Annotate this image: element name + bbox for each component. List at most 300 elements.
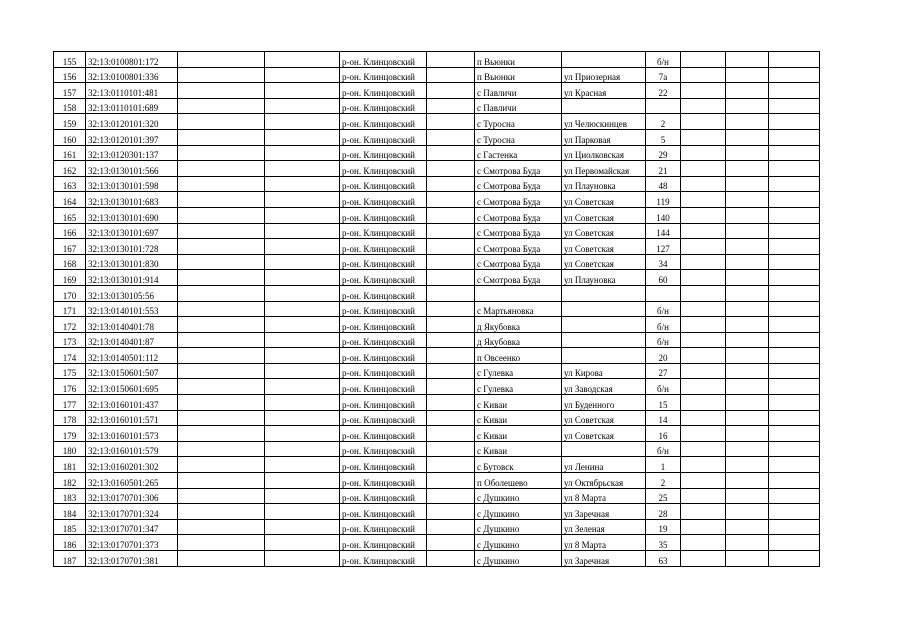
settlement-cell: с Смотрова Буда <box>475 239 562 255</box>
table-row <box>54 379 820 395</box>
house-cell <box>646 285 681 301</box>
table-row <box>54 239 820 255</box>
table-row <box>54 223 820 239</box>
empty-cell <box>769 254 820 270</box>
settlement-cell: с Душкино <box>475 519 562 535</box>
empty-cell <box>681 254 726 270</box>
row-number: 162 <box>54 161 86 177</box>
empty-cell <box>427 114 475 130</box>
empty-cell <box>265 285 340 301</box>
district-cell: р-он. Клинцовский <box>340 473 427 489</box>
table-row <box>54 129 820 145</box>
empty-cell <box>769 98 820 114</box>
empty-cell <box>427 317 475 333</box>
empty-cell <box>769 52 820 68</box>
empty-cell <box>681 270 726 286</box>
settlement-cell: с Киваи <box>475 441 562 457</box>
empty-cell <box>681 348 726 364</box>
street-cell: ул Плауновка <box>562 270 646 286</box>
empty-cell <box>681 488 726 504</box>
empty-cell <box>265 83 340 99</box>
empty-cell <box>178 504 265 520</box>
row-number: 183 <box>54 488 86 504</box>
empty-cell <box>427 410 475 426</box>
row-number: 165 <box>54 207 86 223</box>
empty-cell <box>427 207 475 223</box>
cadastral-number: 32:13:0130101:598 <box>86 176 178 192</box>
cadastral-number: 32:13:0130101:683 <box>86 192 178 208</box>
settlement-cell: с Душкино <box>475 535 562 551</box>
empty-cell <box>178 519 265 535</box>
cadastral-number: 32:13:0170701:306 <box>86 488 178 504</box>
empty-cell <box>427 176 475 192</box>
row-number: 168 <box>54 254 86 270</box>
empty-cell <box>769 301 820 317</box>
empty-cell <box>681 379 726 395</box>
empty-cell <box>265 67 340 83</box>
street-cell: ул Кирова <box>562 363 646 379</box>
settlement-cell: с Смотрова Буда <box>475 270 562 286</box>
row-number: 161 <box>54 145 86 161</box>
district-cell: р-он. Клинцовский <box>340 239 427 255</box>
settlement-cell: с Павличи <box>475 98 562 114</box>
empty-cell <box>178 129 265 145</box>
empty-cell <box>265 114 340 130</box>
empty-cell <box>681 192 726 208</box>
cadastral-number: 32:13:0160101:571 <box>86 410 178 426</box>
district-cell: р-он. Клинцовский <box>340 363 427 379</box>
empty-cell <box>265 348 340 364</box>
empty-cell <box>726 504 769 520</box>
empty-cell <box>681 441 726 457</box>
cadastral-number: 32:13:0140501:112 <box>86 348 178 364</box>
empty-cell <box>681 473 726 489</box>
row-number: 163 <box>54 176 86 192</box>
empty-cell <box>427 426 475 442</box>
cadastral-number: 32:13:0170701:381 <box>86 551 178 567</box>
street-cell <box>562 98 646 114</box>
house-cell: б/н <box>646 301 681 317</box>
empty-cell <box>681 457 726 473</box>
empty-cell <box>178 114 265 130</box>
street-cell <box>562 332 646 348</box>
table-row <box>54 254 820 270</box>
district-cell: р-он. Клинцовский <box>340 161 427 177</box>
empty-cell <box>265 52 340 68</box>
empty-cell <box>265 332 340 348</box>
empty-cell <box>427 519 475 535</box>
house-cell: 140 <box>646 207 681 223</box>
street-cell: ул Советская <box>562 192 646 208</box>
empty-cell <box>681 145 726 161</box>
empty-cell <box>427 161 475 177</box>
cadastral-number: 32:13:0140101:553 <box>86 301 178 317</box>
empty-cell <box>769 488 820 504</box>
district-cell: р-он. Клинцовский <box>340 426 427 442</box>
empty-cell <box>265 473 340 489</box>
empty-cell <box>265 98 340 114</box>
empty-cell <box>769 457 820 473</box>
street-cell: ул Плауновка <box>562 176 646 192</box>
empty-cell <box>769 83 820 99</box>
street-cell <box>562 285 646 301</box>
street-cell: ул Приозерная <box>562 67 646 83</box>
row-number: 186 <box>54 535 86 551</box>
row-number: 187 <box>54 551 86 567</box>
district-cell: р-он. Клинцовский <box>340 348 427 364</box>
empty-cell <box>681 52 726 68</box>
empty-cell <box>178 441 265 457</box>
empty-cell <box>726 379 769 395</box>
empty-cell <box>265 317 340 333</box>
empty-cell <box>769 348 820 364</box>
empty-cell <box>178 161 265 177</box>
cadastral-number: 32:13:0150601:507 <box>86 363 178 379</box>
empty-cell <box>726 426 769 442</box>
empty-cell <box>726 129 769 145</box>
house-cell: б/н <box>646 379 681 395</box>
cadastral-number: 32:13:0170701:347 <box>86 519 178 535</box>
table-row <box>54 363 820 379</box>
empty-cell <box>178 535 265 551</box>
street-cell <box>562 441 646 457</box>
empty-cell <box>681 114 726 130</box>
district-cell: р-он. Клинцовский <box>340 285 427 301</box>
empty-cell <box>769 129 820 145</box>
empty-cell <box>769 551 820 567</box>
district-cell: р-он. Клинцовский <box>340 67 427 83</box>
empty-cell <box>427 551 475 567</box>
empty-cell <box>681 551 726 567</box>
cadastral-number: 32:13:0120301:137 <box>86 145 178 161</box>
settlement-cell: с Мартьяновка <box>475 301 562 317</box>
cadastral-number: 32:13:0140401:78 <box>86 317 178 333</box>
empty-cell <box>769 67 820 83</box>
house-cell: 127 <box>646 239 681 255</box>
table-row <box>54 457 820 473</box>
empty-cell <box>265 145 340 161</box>
empty-cell <box>265 363 340 379</box>
empty-cell <box>178 67 265 83</box>
empty-cell <box>769 192 820 208</box>
empty-cell <box>681 301 726 317</box>
district-cell: р-он. Клинцовский <box>340 488 427 504</box>
street-cell: ул 8 Марта <box>562 535 646 551</box>
street-cell <box>562 348 646 364</box>
empty-cell <box>178 457 265 473</box>
street-cell: ул Циолковская <box>562 145 646 161</box>
empty-cell <box>726 67 769 83</box>
district-cell: р-он. Клинцовский <box>340 395 427 411</box>
empty-cell <box>681 83 726 99</box>
cadastral-number: 32:13:0140401:87 <box>86 332 178 348</box>
house-cell: 144 <box>646 223 681 239</box>
empty-cell <box>726 52 769 68</box>
empty-cell <box>681 395 726 411</box>
empty-cell <box>178 145 265 161</box>
street-cell: ул Челюскинцев <box>562 114 646 130</box>
cadastral-number: 32:13:0130101:697 <box>86 223 178 239</box>
empty-cell <box>681 176 726 192</box>
empty-cell <box>726 223 769 239</box>
empty-cell <box>265 504 340 520</box>
empty-cell <box>681 161 726 177</box>
empty-cell <box>726 207 769 223</box>
settlement-cell: с Гулевка <box>475 379 562 395</box>
street-cell: ул Октябрьская <box>562 473 646 489</box>
empty-cell <box>265 254 340 270</box>
empty-cell <box>265 457 340 473</box>
empty-cell <box>769 239 820 255</box>
district-cell: р-он. Клинцовский <box>340 519 427 535</box>
empty-cell <box>681 332 726 348</box>
empty-cell <box>681 207 726 223</box>
house-cell <box>646 98 681 114</box>
empty-cell <box>427 192 475 208</box>
empty-cell <box>726 176 769 192</box>
house-cell: б/н <box>646 52 681 68</box>
house-cell: 19 <box>646 519 681 535</box>
settlement-cell: п Оболешево <box>475 473 562 489</box>
cadastral-number: 32:13:0120101:397 <box>86 129 178 145</box>
empty-cell <box>178 301 265 317</box>
empty-cell <box>427 504 475 520</box>
table-row <box>54 473 820 489</box>
empty-cell <box>427 83 475 99</box>
cadastral-number: 32:13:0160101:573 <box>86 426 178 442</box>
cadastral-number: 32:13:0120101:320 <box>86 114 178 130</box>
empty-cell <box>769 473 820 489</box>
empty-cell <box>769 410 820 426</box>
table-row <box>54 441 820 457</box>
district-cell: р-он. Клинцовский <box>340 223 427 239</box>
house-cell: 15 <box>646 395 681 411</box>
empty-cell <box>178 363 265 379</box>
table-row <box>54 504 820 520</box>
empty-cell <box>726 363 769 379</box>
table-row <box>54 98 820 114</box>
district-cell: р-он. Клинцовский <box>340 270 427 286</box>
empty-cell <box>178 348 265 364</box>
cadastral-number: 32:13:0130101:914 <box>86 270 178 286</box>
row-number: 171 <box>54 301 86 317</box>
empty-cell <box>681 410 726 426</box>
empty-cell <box>769 426 820 442</box>
empty-cell <box>427 457 475 473</box>
settlement-cell: с Душкино <box>475 488 562 504</box>
empty-cell <box>178 488 265 504</box>
row-number: 155 <box>54 52 86 68</box>
empty-cell <box>681 317 726 333</box>
settlement-cell: с Смотрова Буда <box>475 223 562 239</box>
cadastral-number: 32:13:0130101:566 <box>86 161 178 177</box>
empty-cell <box>769 114 820 130</box>
row-number: 159 <box>54 114 86 130</box>
empty-cell <box>681 426 726 442</box>
empty-cell <box>178 207 265 223</box>
district-cell: р-он. Клинцовский <box>340 129 427 145</box>
empty-cell <box>427 239 475 255</box>
empty-cell <box>178 551 265 567</box>
row-number: 176 <box>54 379 86 395</box>
empty-cell <box>265 270 340 286</box>
empty-cell <box>265 239 340 255</box>
cadastral-number: 32:13:0130105:56 <box>86 285 178 301</box>
table-row <box>54 67 820 83</box>
row-number: 158 <box>54 98 86 114</box>
empty-cell <box>265 192 340 208</box>
empty-cell <box>265 535 340 551</box>
table-row <box>54 270 820 286</box>
empty-cell <box>726 535 769 551</box>
empty-cell <box>769 395 820 411</box>
district-cell: р-он. Клинцовский <box>340 254 427 270</box>
table-row <box>54 332 820 348</box>
district-cell: р-он. Клинцовский <box>340 98 427 114</box>
empty-cell <box>265 519 340 535</box>
table-row <box>54 488 820 504</box>
settlement-cell: с Киваи <box>475 426 562 442</box>
empty-cell <box>178 285 265 301</box>
settlement-cell: с Душкино <box>475 551 562 567</box>
house-cell: 63 <box>646 551 681 567</box>
house-cell: б/н <box>646 317 681 333</box>
empty-cell <box>769 207 820 223</box>
empty-cell <box>726 551 769 567</box>
empty-cell <box>178 317 265 333</box>
empty-cell <box>769 145 820 161</box>
row-number: 185 <box>54 519 86 535</box>
empty-cell <box>427 129 475 145</box>
row-number: 184 <box>54 504 86 520</box>
empty-cell <box>265 551 340 567</box>
empty-cell <box>681 239 726 255</box>
settlement-cell: с Смотрова Буда <box>475 192 562 208</box>
empty-cell <box>726 239 769 255</box>
property-register-table <box>53 51 820 567</box>
empty-cell <box>427 488 475 504</box>
empty-cell <box>726 161 769 177</box>
house-cell: 34 <box>646 254 681 270</box>
cadastral-number: 32:13:0130101:830 <box>86 254 178 270</box>
empty-cell <box>769 441 820 457</box>
table-row <box>54 83 820 99</box>
cadastral-number: 32:13:0160501:265 <box>86 473 178 489</box>
row-number: 182 <box>54 473 86 489</box>
row-number: 178 <box>54 410 86 426</box>
cadastral-number: 32:13:0160101:579 <box>86 441 178 457</box>
district-cell: р-он. Клинцовский <box>340 83 427 99</box>
street-cell <box>562 52 646 68</box>
house-cell: 60 <box>646 270 681 286</box>
empty-cell <box>769 161 820 177</box>
district-cell: р-он. Клинцовский <box>340 332 427 348</box>
street-cell: ул Советская <box>562 426 646 442</box>
table-row <box>54 519 820 535</box>
empty-cell <box>427 379 475 395</box>
settlement-cell: с Гастенка <box>475 145 562 161</box>
empty-cell <box>769 270 820 286</box>
empty-cell <box>178 379 265 395</box>
empty-cell <box>769 504 820 520</box>
empty-cell <box>726 83 769 99</box>
street-cell: ул Советская <box>562 207 646 223</box>
district-cell: р-он. Клинцовский <box>340 504 427 520</box>
street-cell: ул Заречная <box>562 551 646 567</box>
empty-cell <box>769 317 820 333</box>
empty-cell <box>427 301 475 317</box>
street-cell: ул Ленина <box>562 457 646 473</box>
cadastral-number: 32:13:0170701:373 <box>86 535 178 551</box>
table-row <box>54 348 820 364</box>
settlement-cell: с Туросна <box>475 114 562 130</box>
empty-cell <box>265 176 340 192</box>
empty-cell <box>178 176 265 192</box>
empty-cell <box>681 535 726 551</box>
empty-cell <box>726 254 769 270</box>
empty-cell <box>427 441 475 457</box>
row-number: 173 <box>54 332 86 348</box>
empty-cell <box>265 301 340 317</box>
house-cell: 14 <box>646 410 681 426</box>
settlement-cell: с Туросна <box>475 129 562 145</box>
empty-cell <box>265 488 340 504</box>
empty-cell <box>681 129 726 145</box>
empty-cell <box>178 98 265 114</box>
row-number: 177 <box>54 395 86 411</box>
empty-cell <box>726 317 769 333</box>
table-row <box>54 145 820 161</box>
district-cell: р-он. Клинцовский <box>340 145 427 161</box>
empty-cell <box>726 473 769 489</box>
district-cell: р-он. Клинцовский <box>340 535 427 551</box>
settlement-cell: п Овсеенко <box>475 348 562 364</box>
cadastral-number: 32:13:0100801:172 <box>86 52 178 68</box>
empty-cell <box>681 67 726 83</box>
settlement-cell: с Гулевка <box>475 363 562 379</box>
street-cell: ул Советская <box>562 254 646 270</box>
empty-cell <box>178 426 265 442</box>
row-number: 164 <box>54 192 86 208</box>
cadastral-number: 32:13:0150601:695 <box>86 379 178 395</box>
district-cell: р-он. Клинцовский <box>340 52 427 68</box>
street-cell: ул 8 Марта <box>562 488 646 504</box>
empty-cell <box>726 348 769 364</box>
settlement-cell: с Бутовск <box>475 457 562 473</box>
table-row <box>54 410 820 426</box>
cadastral-number: 32:13:0130101:728 <box>86 239 178 255</box>
street-cell: ул Советская <box>562 223 646 239</box>
table-row <box>54 161 820 177</box>
empty-cell <box>769 176 820 192</box>
row-number: 166 <box>54 223 86 239</box>
row-number: 156 <box>54 67 86 83</box>
empty-cell <box>726 270 769 286</box>
empty-cell <box>427 270 475 286</box>
empty-cell <box>178 83 265 99</box>
house-cell: 5 <box>646 129 681 145</box>
cadastral-number: 32:13:0130101:690 <box>86 207 178 223</box>
empty-cell <box>681 363 726 379</box>
district-cell: р-он. Клинцовский <box>340 114 427 130</box>
empty-cell <box>265 207 340 223</box>
empty-cell <box>427 98 475 114</box>
empty-cell <box>726 145 769 161</box>
empty-cell <box>427 285 475 301</box>
table-row <box>54 395 820 411</box>
empty-cell <box>681 285 726 301</box>
empty-cell <box>427 254 475 270</box>
